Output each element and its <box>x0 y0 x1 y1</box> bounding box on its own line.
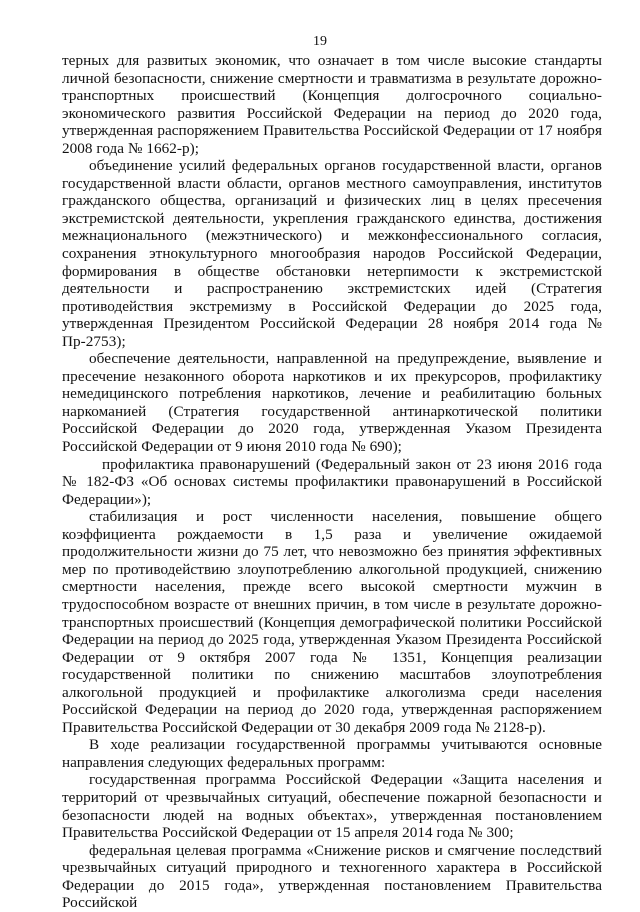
paragraph-continuation: терных для развитых экономик, что означает в том числе высокие стандарты личной безопасности, снижение смертности и травматизма в результате дорожно-транспортных происшествий (Концепция долгосрочного социально-экономического развития Российской Федерации на период до 2020 года, утвержденная распоряжением Правительства Российской Федерации от 17 ноября 2008 года № 1662-р); <box>62 52 602 157</box>
paragraph-offense-prevention: профилактика правонарушений (Федеральный закон от 23 июня 2016 года № 182-ФЗ «Об основах системы профилактики правонарушений в Российской Федерации»); <box>62 455 602 508</box>
paragraph-program-intro: В ходе реализации государственной программы учитываются основные направления следующих федеральных программ: <box>62 736 602 771</box>
page-number: 19 <box>313 34 327 49</box>
paragraph-federal-target-program: федеральная целевая программа «Снижение рисков и смягчение последствий чрезвычайных ситуаций природного и техногенного характера в Российской Федерации до 2015 года», утвержденная постановлением Правительства Российской <box>62 841 602 912</box>
paragraph-narcotics: обеспечение деятельности, направленной на предупреждение, выявление и пресечение незаконного оборота наркотиков и их прекурсоров, профилактику немедицинского потребления наркотиков, лечение и реабилитацию больных наркоманией (Стратегия государственной антинаркотической политики Российской Федерации до 2020 года, утвержденная Указом Президента Российской Федерации от 9 июня 2010 года № 690); <box>62 350 602 456</box>
paragraph-state-program: государственная программа Российской Федерации «Защита населения и территорий от чрезвычайных ситуаций, обеспечение пожарной безопасности и безопасности людей на водных объектах», утвержденная постановлением Правительства Российской Федерации от 15 апреля 2014 года № 300; <box>62 771 602 842</box>
document-body <box>62 52 602 912</box>
paragraph-extremism: объединение усилий федеральных органов государственной власти, органов государственной власти области, органов местного самоуправления, институтов гражданского общества, организаций и физических лиц в целях пресечения экстремистской деятельности, укрепления гражданского единства, достижения межнационального (межэтнического) и межконфессионального согласия, сохранения этнокультурного многообразия народов Российской Федерации, формирования в обществе обстановки нетерпимости к экстремистской деятельности и распространению экстремистских идей (Стратегия противодействия экстремизму в Российской Федерации до 2025 года, утвержденная Президентом Российской Федерации 28 ноября 2014 года № Пр-2753); <box>62 157 602 350</box>
paragraph-demography: стабилизация и рост численности населения, повышение общего коэффициента рождаемости в 1,5 раза и увеличение ожидаемой продолжительности жизни до 75 лет, что невозможно без принятия эффективных мер по противодействию злоупотреблению алкогольной продукцией, снижению смертности населения, прежде всего высокой смертности мужчин в трудоспособном возрасте от внешних причин, в том числе в результате дорожно-транспортных происшествий (Концепция демографической политики Российской Федерации на период до 2025 года, утвержденная Указом Президента Российской Федерации от 9 октября 2007 года № 1351, Концепция реализации государственной политики по снижению масштабов злоупотребления алкогольной продукцией и профилактике алкоголизма среди населения Российской Федерации на период до 2020 года, утвержденная распоряжением Правительства Российской Федерации от 30 декабря 2009 года № 2128-р). <box>62 508 602 736</box>
